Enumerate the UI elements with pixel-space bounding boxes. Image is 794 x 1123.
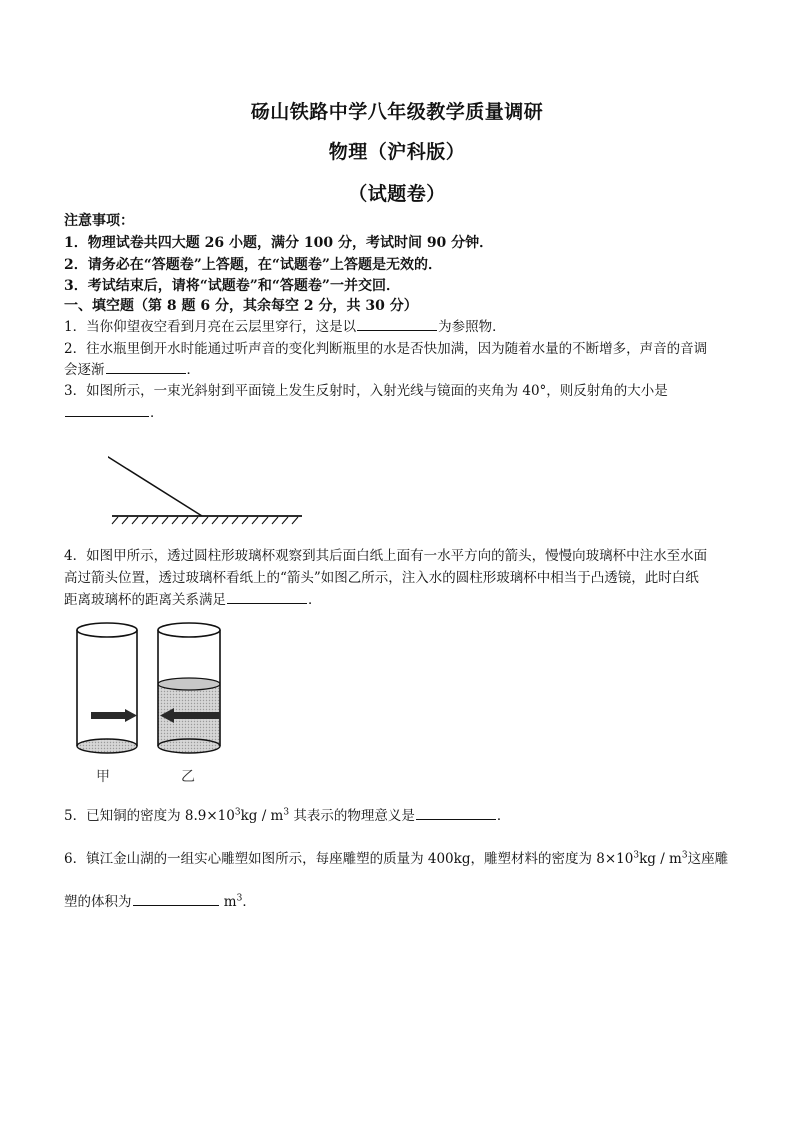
incident-ray bbox=[108, 438, 202, 516]
cup-left bbox=[77, 623, 137, 753]
question-3-line-2: ． bbox=[64, 402, 734, 424]
label-jia: 甲 bbox=[96, 769, 110, 785]
question-6-line-1: 6．镇江金山湖的一组实心雕塑如图所示，每座雕塑的质量为 400kg，雕塑材料的密度为 $8\times 10^3kg / m^3$这座雕 bbox=[64, 850, 729, 867]
glass-cups-diagram bbox=[70, 618, 250, 788]
arrow-left-icon bbox=[174, 712, 220, 719]
paper-type: （试题卷） bbox=[348, 183, 446, 205]
notice-item-2: 2．请务必在“答题卷”上答题，在“试题卷”上答题是无效的． bbox=[64, 257, 442, 273]
question-6-line-2: 塑的体积为 $m^3$． bbox=[64, 891, 734, 913]
question-4-line-2: 高过箭头位置，透过玻璃杯看纸上的“箭头”如图乙所示，注入水的圆柱形玻璃杯中相当于凸透镜，此时白纸 bbox=[64, 570, 699, 586]
answer-blank[interactable] bbox=[133, 891, 219, 906]
question-4-line-1: 4．如图甲所示，透过圆柱形玻璃杯观察到其后面白纸上面有一水平方向的箭头，慢慢向玻璃杯中注水至水面 bbox=[64, 548, 708, 564]
question-1: 1．当你仰望夜空看到月亮在云层里穿行，这是以 为参照物． bbox=[64, 316, 734, 338]
mirror-diagram bbox=[108, 432, 308, 528]
answer-blank[interactable] bbox=[65, 402, 149, 417]
answer-blank[interactable] bbox=[227, 589, 307, 604]
arrow-right-icon bbox=[91, 712, 125, 719]
question-2-line-1: 2．往水瓶里倒开水时能通过听声音的变化判断瓶里的水是否快加满，因为随着水量的不断增多，声音的音调 bbox=[64, 341, 708, 357]
exam-title: 砀山铁路中学八年级教学质量调研 bbox=[250, 101, 544, 123]
answer-blank[interactable] bbox=[357, 316, 437, 331]
answer-blank[interactable] bbox=[106, 359, 186, 374]
notice-item-1: 1．物理试卷共四大题 26 小题，满分 100 分，考试时间 90 分钟． bbox=[64, 235, 494, 251]
question-2-line-2: 会逐渐 ． bbox=[64, 359, 734, 381]
cup-right bbox=[158, 623, 220, 753]
label-yi: 乙 bbox=[181, 769, 195, 785]
section-heading: 一、填空题（第 8 题 6 分，其余每空 2 分，共 30 分） bbox=[64, 298, 418, 314]
question-3-line-1: 3．如图所示，一束光斜射到平面镜上发生反射时，入射光线与镜面的夹角为 40°，则反射角的大小是 bbox=[64, 383, 668, 399]
answer-blank[interactable] bbox=[416, 805, 496, 820]
question-5: 5．已知铜的密度为 $8.9\times 10^3kg / m^3$ 其表示的物理意义是 ． bbox=[64, 805, 734, 827]
notice-heading: 注意事项： bbox=[64, 213, 134, 229]
question-4-line-3: 距离玻璃杯的距离关系满足 ． bbox=[64, 589, 734, 611]
notice-item-3: 3．考试结束后，请将“试题卷”和“答题卷”一并交回． bbox=[64, 278, 400, 294]
exam-subtitle: 物理（沪科版） bbox=[328, 141, 466, 163]
mirror-hatching bbox=[112, 517, 298, 524]
